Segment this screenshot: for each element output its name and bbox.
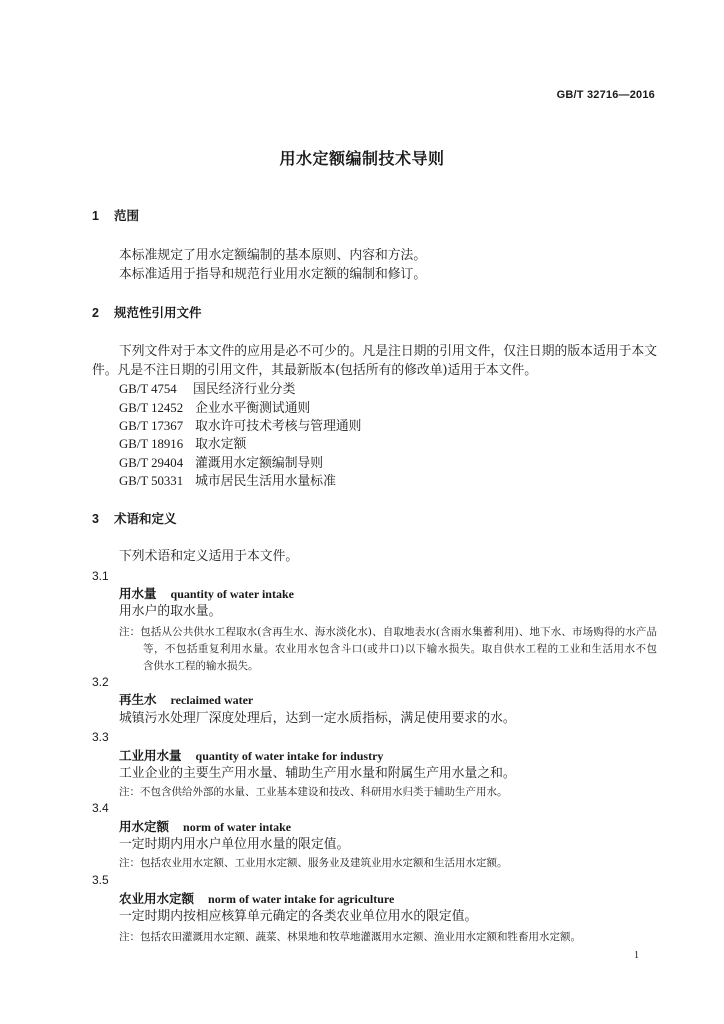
- reference-name: 国民经济行业分类: [193, 382, 296, 397]
- term-note-line: 注：包括农业用水定额、工业用水定额、服务业及建筑业用水定额和生活用水定额。: [119, 857, 508, 869]
- term-number: 3.1: [92, 569, 109, 583]
- reference-code: GB/T 17367: [119, 419, 184, 433]
- term-english: reclaimed water: [170, 693, 254, 707]
- reference-item: [119, 436, 246, 453]
- term-chinese: 工业用水量: [119, 748, 182, 763]
- term-definition: 一定时期内按相应核算单元确定的各类农业单位用水的限定值。: [119, 909, 478, 924]
- section-2-heading: [92, 305, 202, 321]
- term-heading: [119, 692, 253, 709]
- term-number: 3.3: [92, 730, 109, 744]
- reference-name: 城市居民生活用水量标准: [195, 474, 336, 489]
- section-title: 规范性引用文件: [114, 305, 202, 320]
- document-title: 用水定额编制技术导则: [279, 149, 445, 168]
- section-number: 1: [92, 209, 99, 223]
- reference-item: [119, 473, 336, 490]
- term-note-line: 注：包括从公共供水工程取水(含再生水、海水淡化水)、自取地表水(含雨水集蓄利用)、地下水、市场购得的水产品: [119, 626, 657, 638]
- term-chinese: 再生水: [119, 692, 157, 707]
- term-heading: [119, 891, 394, 908]
- term-heading: [119, 748, 383, 765]
- reference-name: 取水定额: [195, 437, 247, 452]
- reference-code: GB/T 12452: [119, 401, 184, 415]
- reference-code: GB/T 50331: [119, 474, 184, 488]
- term-english: norm of water intake: [183, 820, 292, 834]
- paragraph-line: 件。凡是不注日期的引用文件，其最新版本(包括所有的修改单)适用于本文件。: [92, 363, 538, 378]
- term-note-line: 注：不包含供给外部的水量、工业基本建设和技改、科研用水归类于辅助生产用水。: [119, 786, 508, 798]
- reference-name: 灌溉用水定额编制导则: [195, 456, 324, 471]
- section-1-heading: [92, 208, 139, 224]
- reference-item: [119, 400, 310, 417]
- paragraph-line: 本标准规定了用水定额编制的基本原则、内容和方法。: [119, 248, 427, 263]
- term-chinese: 用水量: [119, 586, 157, 601]
- section-number: 2: [92, 306, 99, 320]
- term-chinese: 农业用水定额: [119, 891, 195, 906]
- reference-item: [119, 455, 323, 472]
- term-english: quantity of water intake: [170, 587, 294, 601]
- term-english: norm of water intake for agriculture: [208, 892, 395, 906]
- term-note-line: 含供水工程的输水损失。: [143, 660, 259, 672]
- reference-code: GB/T 4754: [119, 382, 177, 396]
- term-note-line: 等，不包括重复利用水量。农业用水包含斗口(或井口)以下输水损失。取自供水工程的工业和生活用水不包: [143, 643, 657, 655]
- section-title: 术语和定义: [114, 511, 177, 526]
- term-number: 3.4: [92, 801, 109, 815]
- term-definition: 用水户的取水量。: [119, 604, 222, 619]
- term-number: 3.5: [92, 873, 109, 887]
- document-code: GB/T 32716—2016: [556, 89, 655, 101]
- reference-item: [119, 418, 361, 435]
- reference-name: 企业水平衡测试通则: [195, 401, 311, 416]
- paragraph-line: 下列术语和定义适用于本文件。: [119, 549, 299, 564]
- term-chinese: 用水定额: [119, 819, 170, 834]
- paragraph-line: 本标准适用于指导和规范行业用水定额的编制和修订。: [119, 267, 427, 282]
- section-number: 3: [92, 512, 99, 526]
- term-note-line: 注：包括农田灌溉用水定额、蔬菜、林果地和牧草地灌溉用水定额、渔业用水定额和牲畜用水定额。: [119, 931, 581, 943]
- term-english: quantity of water intake for industry: [195, 749, 384, 763]
- reference-code: GB/T 29404: [119, 456, 184, 470]
- reference-item: [119, 381, 295, 398]
- term-number: 3.2: [92, 675, 109, 689]
- section-title: 范围: [114, 208, 140, 223]
- page-number: 1: [634, 950, 639, 961]
- term-definition: 一定时期内用水户单位用水量的限定值。: [119, 837, 350, 852]
- term-definition: 城镇污水处理厂深度处理后，达到一定水质指标，满足使用要求的水。: [119, 711, 516, 726]
- term-definition: 工业企业的主要生产用水量、辅助生产用水量和附属生产用水量之和。: [119, 766, 516, 781]
- term-heading: [119, 586, 294, 603]
- reference-code: GB/T 18916: [119, 437, 184, 451]
- section-3-heading: [92, 511, 177, 527]
- reference-name: 取水许可技术考核与管理通则: [195, 419, 362, 434]
- term-heading: [119, 819, 291, 836]
- paragraph-line: 下列文件对于本文件的应用是必不可少的。凡是注日期的引用文件，仅注日期的版本适用于本文: [119, 344, 657, 359]
